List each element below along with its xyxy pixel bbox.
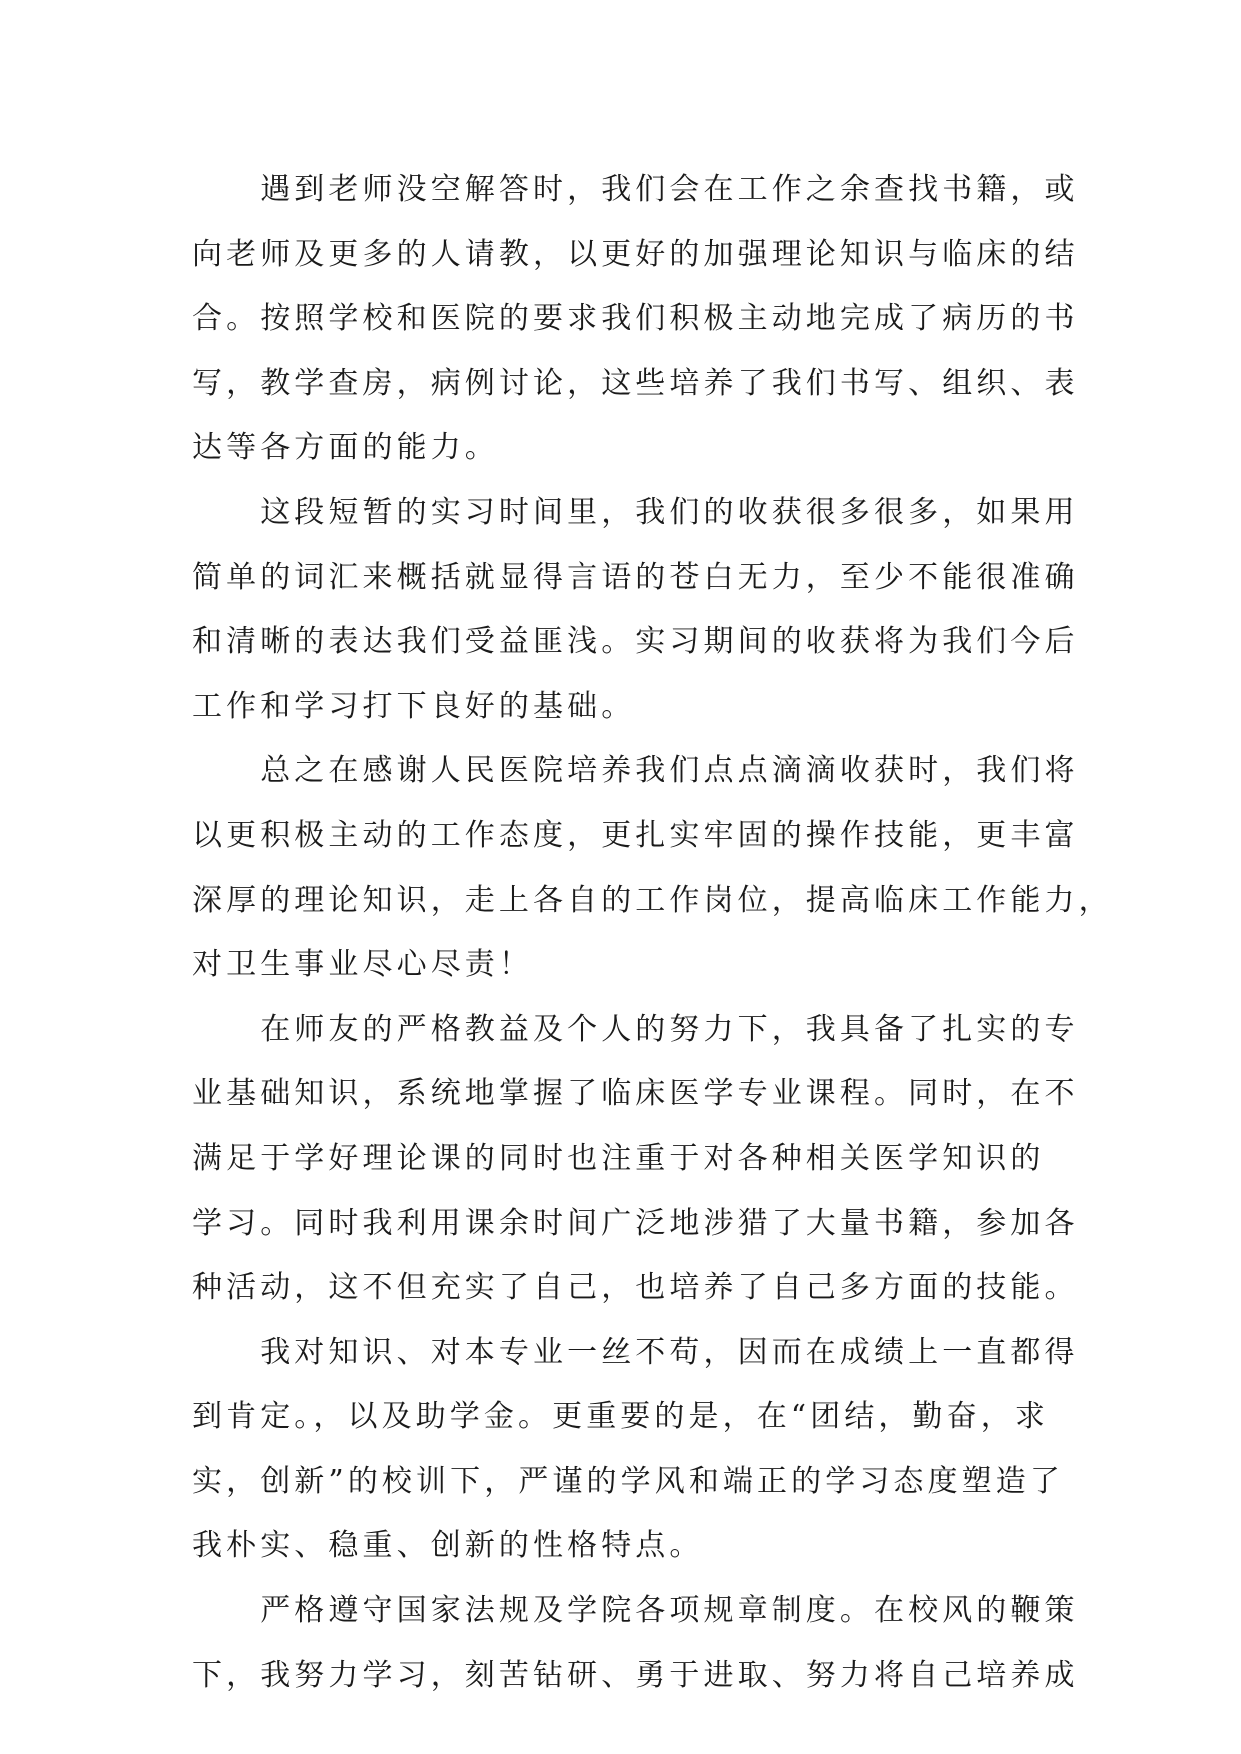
text-line: 在师友的严格教益及个人的努力下，我具备了扎实的专 (192, 1011, 1079, 1047)
text-line: 下，我努力学习，刻苦钻研、勇于进取、努力将自己培养成 (192, 1657, 1079, 1693)
text-line: 和清晰的表达我们受益匪浅。实习期间的收获将为我们今后 (192, 624, 1079, 660)
text-line: 简单的词汇来概括就显得言语的苍白无力，至少不能很准确 (192, 559, 1079, 595)
text-line: 遇到老师没空解答时，我们会在工作之余查找书籍，或 (192, 172, 1079, 207)
text-line: 以更积极主动的工作态度，更扎实牢固的操作技能，更丰富 (192, 817, 1079, 853)
text-line: 到肯定。，以及助学金。更重要的是，在“团结，勤奋，求 (192, 1399, 1049, 1435)
text-line: 对卫生事业尽心尽责！ (192, 947, 533, 983)
text-line: 总之在感谢人民医院培养我们点点滴滴收获时，我们将 (192, 753, 1079, 789)
text-line: 我朴实、稳重、创新的性格特点。 (192, 1528, 704, 1564)
text-line: 学习。同时我利用课余时间广泛地涉猎了大量书籍，参加各 (192, 1205, 1079, 1241)
text-line: 向老师及更多的人请教，以更好的加强理论知识与临床的结 (192, 236, 1079, 272)
text-line: 合。按照学校和医院的要求我们积极主动地完成了病历的书 (192, 301, 1079, 337)
text-line: 达等各方面的能力。 (192, 430, 499, 466)
text-line: 满足于学好理论课的同时也注重于对各种相关医学知识的 (192, 1140, 1045, 1176)
text-line: 我对知识、对本专业一丝不苟，因而在成绩上一直都得 (192, 1334, 1079, 1370)
text-line: 工作和学习打下良好的基础。 (192, 688, 636, 724)
text-line: 写，教学查房，病例讨论，这些培养了我们书写、组织、表 (192, 365, 1079, 401)
text-line: 种活动，这不但充实了自己，也培养了自己多方面的技能。 (192, 1270, 1079, 1306)
text-line: 严格遵守国家法规及学院各项规章制度。在校风的鞭策 (192, 1593, 1079, 1629)
text-line: 业基础知识，系统地掌握了临床医学专业课程。同时，在不 (192, 1076, 1079, 1112)
text-line: 实，创新”的校训下，严谨的学风和端正的学习态度塑造了 (192, 1463, 1064, 1499)
text-line: 深厚的理论知识，走上各自的工作岗位，提高临床工作能力， (192, 882, 1113, 918)
text-line: 这段短暂的实习时间里，我们的收获很多很多，如果用 (192, 494, 1079, 530)
body-text (192, 158, 1113, 1708)
